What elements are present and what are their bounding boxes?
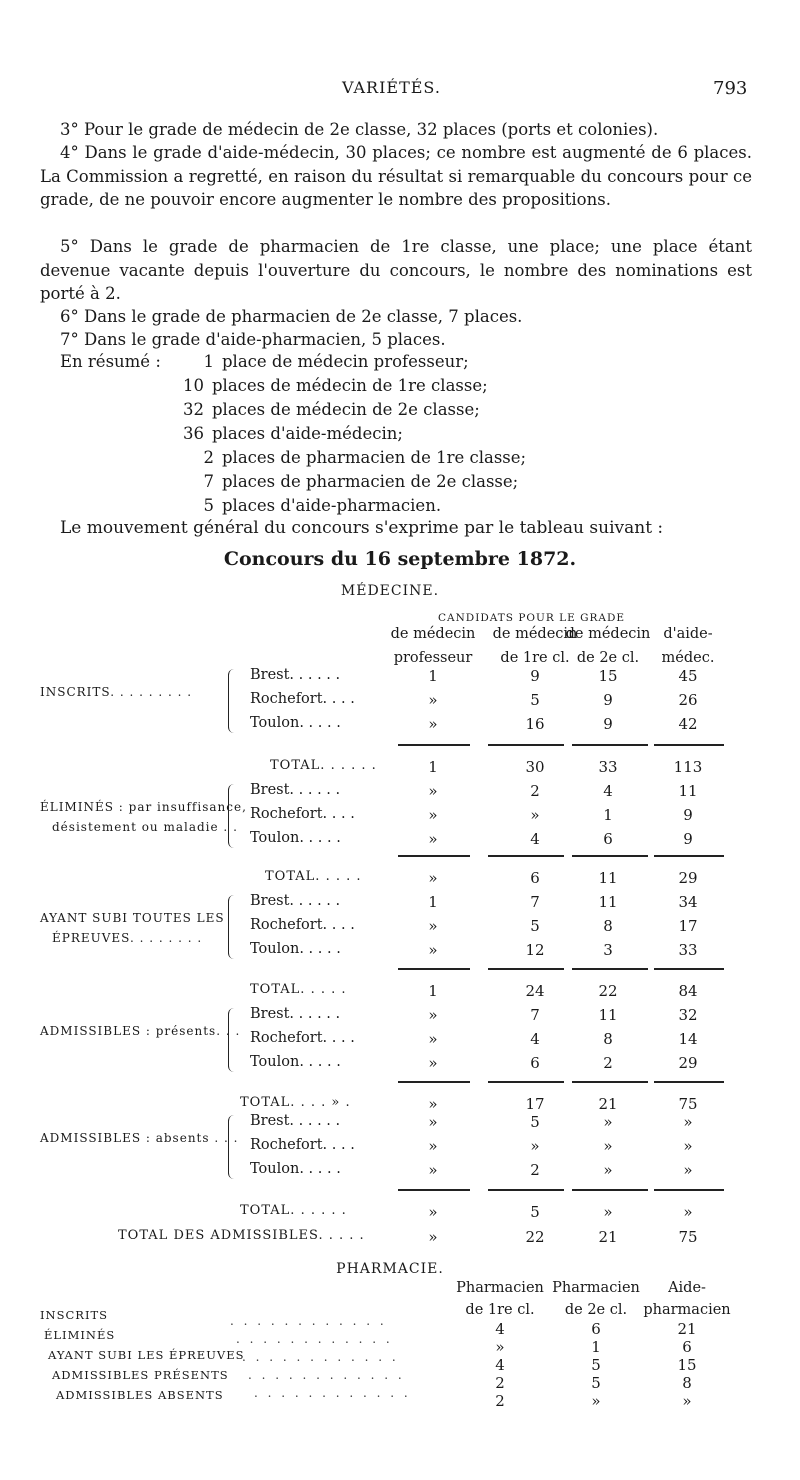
city-label: Toulon. . . . . — [250, 1054, 341, 1070]
city-label: Brest. . . . . . — [250, 1006, 341, 1022]
column-header: Pharmacien — [456, 1280, 544, 1296]
table-cell: 6 — [603, 830, 613, 848]
city-label: Brest. . . . . . — [250, 667, 341, 683]
medecine-title: MÉDECINE. — [340, 583, 440, 599]
total-cell: 113 — [673, 758, 703, 776]
page-number: 793 — [713, 78, 748, 99]
table-cell: 4 — [495, 1320, 505, 1338]
table-cell: » — [428, 1030, 438, 1048]
table-cell: » — [682, 1392, 692, 1410]
summary-text: places de médecin de 1re classe; — [212, 376, 488, 395]
column-header: pharmacien — [643, 1302, 731, 1318]
leader-dots: . . . . . . . . . . . . — [248, 1368, 405, 1382]
table-cell: 1 — [428, 667, 438, 685]
table-cell: 4 — [495, 1356, 505, 1374]
row-label: AYANT SUBI LES ÉPREUVES — [48, 1348, 245, 1362]
table-cell: » — [428, 1054, 438, 1072]
paragraph-3: 3° Pour le grade de médecin de 2e classe, 32 places (ports et colonies). — [60, 120, 659, 139]
table-cell: » — [603, 1137, 613, 1155]
column-header: médec. — [661, 650, 715, 666]
paragraph-5: 5° Dans le grade de pharmacien de 1re classe, une place; une place étant devenue vacante depuis l'ouverture du concours, le nombre des nominations est porté à 2. — [40, 237, 752, 303]
city-label: Rochefort. . . . — [250, 691, 355, 707]
table-cell: 1 — [603, 806, 613, 824]
leader-dots: . . . . . . . . . . . . — [230, 1314, 387, 1328]
table-cell: 8 — [682, 1374, 692, 1392]
summary-count: 5 — [203, 496, 214, 515]
table-cell: » — [603, 1161, 613, 1179]
total-cell: 24 — [525, 982, 545, 1000]
paragraph-6: 6° Dans le grade de pharmacien de 2e classe, 7 places. — [60, 307, 523, 326]
table-cell: 9 — [603, 715, 613, 733]
city-label: Toulon. . . . . — [250, 941, 341, 957]
table-cell: 17 — [678, 917, 698, 935]
group-label: ADMISSIBLES : absents . . . — [40, 1131, 239, 1145]
grand-total-cell: 75 — [678, 1228, 698, 1246]
table-cell: » — [428, 1137, 438, 1155]
grand-total-cell: 21 — [598, 1228, 618, 1246]
total-cell: 1 — [428, 982, 438, 1000]
table-cell: 11 — [678, 782, 698, 800]
total-cell: 6 — [530, 869, 540, 887]
table-cell: » — [603, 1113, 613, 1131]
total-cell: » — [603, 1203, 613, 1221]
city-label: Brest. . . . . . — [250, 782, 341, 798]
summary-text: places de médecin de 2e classe; — [212, 400, 480, 419]
leader-dots: . . . . . . . . . . . . — [242, 1350, 399, 1364]
table-cell: 7 — [530, 1006, 540, 1024]
summary-text: places d'aide-pharmacien. — [222, 496, 442, 515]
row-label: ADMISSIBLES ABSENTS — [56, 1388, 224, 1402]
column-header: de médecin — [390, 626, 476, 642]
table-cell: » — [428, 715, 438, 733]
leader-dots: . . . . . . . . . . . . — [236, 1332, 393, 1346]
table-cell: » — [530, 1137, 540, 1155]
total-cell: » — [683, 1203, 693, 1221]
table-cell: 9 — [683, 830, 693, 848]
total-label: TOTAL. . . . . . — [240, 1203, 347, 1218]
table-cell: 34 — [678, 893, 698, 911]
row-label: INSCRITS — [40, 1308, 109, 1322]
summary-text: places d'aide-médecin; — [212, 424, 403, 443]
row-label: ADMISSIBLES PRÉSENTS — [52, 1368, 229, 1382]
city-label: Toulon. . . . . — [250, 830, 341, 846]
total-cell: 11 — [598, 869, 618, 887]
row-label: ÉLIMINÉS — [44, 1328, 116, 1342]
table-cell: 26 — [678, 691, 698, 709]
table-cell: 2 — [495, 1392, 505, 1410]
table-cell: » — [428, 806, 438, 824]
summary-label: En résumé : — [60, 352, 161, 371]
table-cell: » — [428, 1161, 438, 1179]
total-cell: 22 — [598, 982, 618, 1000]
table-cell: 32 — [678, 1006, 698, 1024]
table-cell: 7 — [530, 893, 540, 911]
table-cell: 6 — [682, 1338, 692, 1356]
table-intro: Le mouvement général du concours s'exprime par le tableau suivant : — [60, 518, 664, 538]
table-cell: » — [591, 1392, 601, 1410]
table-cell: 4 — [530, 830, 540, 848]
total-label: TOTAL. . . . . — [250, 982, 347, 997]
summary-text: places de pharmacien de 2e classe; — [222, 472, 519, 491]
city-label: Toulon. . . . . — [250, 1161, 341, 1177]
table-cell: » — [683, 1113, 693, 1131]
table-cell: 9 — [530, 667, 540, 685]
table-cell: 2 — [495, 1374, 505, 1392]
total-cell: » — [428, 1203, 438, 1221]
total-cell: 1 — [428, 758, 438, 776]
table-cell: » — [428, 830, 438, 848]
summary-text: place de médecin professeur; — [222, 352, 469, 371]
table-cell: 12 — [525, 941, 545, 959]
group-label: désistement ou maladie . . — [52, 820, 238, 834]
running-title: VARIÉTÉS. — [342, 78, 441, 97]
table-cell: 4 — [530, 1030, 540, 1048]
table-title: Concours du 16 septembre 1872. — [223, 548, 577, 570]
city-label: Rochefort. . . . — [250, 1137, 355, 1153]
paragraph-7: 7° Dans le grade d'aide-pharmacien, 5 places. — [60, 330, 446, 349]
total-cell: 84 — [678, 982, 698, 1000]
table-cell: 21 — [677, 1320, 697, 1338]
table-cell: 15 — [598, 667, 618, 685]
column-header: d'aide- — [663, 626, 713, 642]
total-cell: 17 — [525, 1095, 545, 1113]
summary-count: 32 — [183, 400, 204, 419]
candidates-header: CANDIDATS POUR LE GRADE — [438, 612, 626, 624]
grand-total-cell: 22 — [525, 1228, 545, 1246]
column-header: de 1re cl. — [465, 1302, 535, 1318]
table-cell: 2 — [530, 1161, 540, 1179]
table-cell: » — [428, 1113, 438, 1131]
table-cell: » — [683, 1137, 693, 1155]
table-cell: 2 — [530, 782, 540, 800]
grand-total-label: TOTAL DES ADMISSIBLES. . . . . — [118, 1228, 365, 1243]
table-cell: » — [428, 1006, 438, 1024]
table-cell: » — [428, 782, 438, 800]
table-cell: » — [428, 691, 438, 709]
city-label: Brest. . . . . . — [250, 893, 341, 909]
total-label: TOTAL. . . . . — [265, 869, 362, 884]
total-label: TOTAL. . . . . . — [270, 758, 377, 773]
table-cell: 11 — [598, 1006, 618, 1024]
summary-text: places de pharmacien de 1re classe; — [222, 448, 527, 467]
table-cell: 45 — [678, 667, 698, 685]
table-cell: 9 — [603, 691, 613, 709]
city-label: Rochefort. . . . — [250, 1030, 355, 1046]
table-cell: 5 — [591, 1374, 601, 1392]
table-cell: » — [428, 917, 438, 935]
total-cell: 29 — [678, 869, 698, 887]
total-cell: » — [428, 869, 438, 887]
table-cell: » — [683, 1161, 693, 1179]
grand-total-cell: » — [428, 1228, 438, 1246]
table-cell: 6 — [591, 1320, 601, 1338]
total-cell: 5 — [530, 1203, 540, 1221]
total-cell: 30 — [525, 758, 545, 776]
leader-dots: . . . . . . . . . . . . — [254, 1386, 411, 1400]
total-cell: 33 — [598, 758, 618, 776]
total-label: TOTAL. . . . » . — [240, 1095, 351, 1110]
city-label: Toulon. . . . . — [250, 715, 341, 731]
column-header: de médecin — [492, 626, 578, 642]
table-cell: 5 — [591, 1356, 601, 1374]
group-label: ÉLIMINÉS : par insuffisance, — [40, 800, 247, 814]
column-header: de 1re cl. — [500, 650, 570, 666]
table-cell: 5 — [530, 1113, 540, 1131]
column-header: professeur — [393, 650, 473, 666]
group-label: AYANT SUBI TOUTES LES — [40, 911, 225, 925]
table-cell: » — [530, 806, 540, 824]
table-cell: 1 — [428, 893, 438, 911]
column-header: de 2e cl. — [564, 1302, 628, 1318]
column-header: Aide- — [668, 1280, 706, 1296]
city-label: Brest. . . . . . — [250, 1113, 341, 1129]
table-cell: 2 — [603, 1054, 613, 1072]
summary-count: 10 — [183, 376, 204, 395]
summary-count: 1 — [203, 352, 214, 371]
column-header: Pharmacien — [552, 1280, 640, 1296]
column-header: de médecin — [565, 626, 651, 642]
city-label: Rochefort. . . . — [250, 917, 355, 933]
summary-count: 7 — [203, 472, 214, 491]
total-cell: 21 — [598, 1095, 618, 1113]
table-cell: 6 — [530, 1054, 540, 1072]
summary-count: 2 — [203, 448, 214, 467]
table-cell: 29 — [678, 1054, 698, 1072]
table-cell: 3 — [603, 941, 613, 959]
table-cell: 5 — [530, 917, 540, 935]
total-cell: » — [428, 1095, 438, 1113]
table-cell: 14 — [678, 1030, 698, 1048]
table-cell: 15 — [677, 1356, 697, 1374]
table-cell: 8 — [603, 917, 613, 935]
table-cell: » — [428, 941, 438, 959]
table-cell: 16 — [525, 715, 545, 733]
table-cell: 11 — [598, 893, 618, 911]
table-cell: 5 — [530, 691, 540, 709]
group-label: ADMISSIBLES : présents. . . — [40, 1024, 241, 1038]
table-cell: 8 — [603, 1030, 613, 1048]
city-label: Rochefort. . . . — [250, 806, 355, 822]
total-cell: 75 — [678, 1095, 698, 1113]
table-cell: 33 — [678, 941, 698, 959]
column-header: de 2e cl. — [576, 650, 640, 666]
summary-count: 36 — [183, 424, 204, 443]
table-cell: 9 — [683, 806, 693, 824]
table-cell: 42 — [678, 715, 698, 733]
pharmacie-title: PHARMACIE. — [336, 1261, 444, 1277]
paragraph-4: 4° Dans le grade d'aide-médecin, 30 places; ce nombre est augmenté de 6 places. La Commission a regretté, en raison du résultat si remarquable du concours pour ce grade, de ne pouvoir encore augmenter le nombre des propositions. — [40, 143, 752, 209]
table-cell: 1 — [591, 1338, 601, 1356]
table-cell: 4 — [603, 782, 613, 800]
table-cell: » — [495, 1338, 505, 1356]
group-label: INSCRITS. . . . . . . . . — [40, 685, 193, 699]
group-label: ÉPREUVES. . . . . . . . — [52, 931, 203, 945]
